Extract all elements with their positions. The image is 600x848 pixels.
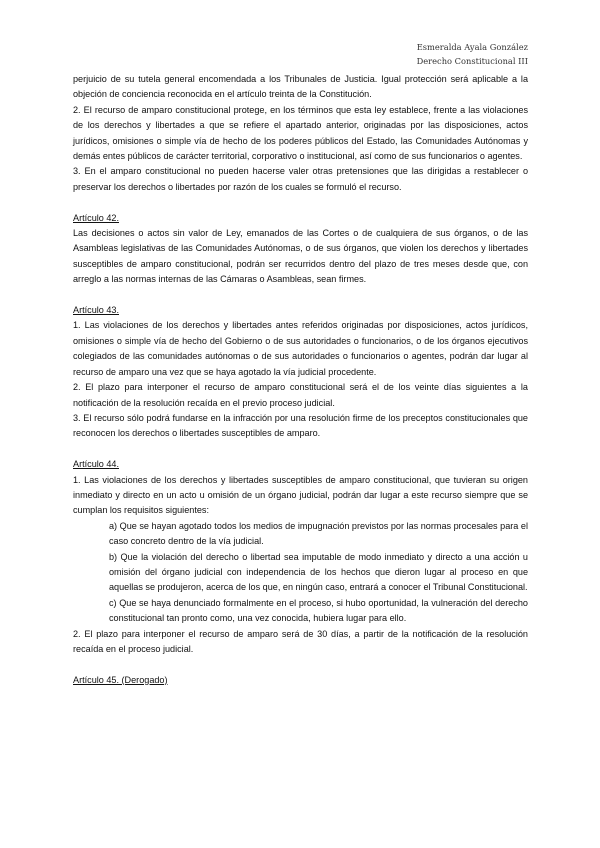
article-45-heading: Artículo 45. (Derogado) [73, 674, 168, 685]
paragraph: 1. Las violaciones de los derechos y libertades susceptibles de amparo constitucional, que tuvieran su origen inmediato y directo en un acto u omisión de un órgano judicial, podrán dar lugar a este recurso siempre que se cumplan los requisitos siguientes: [73, 474, 528, 516]
article-42-heading: Artículo 42. [73, 212, 119, 223]
list-item: c) Que se haya denunciado formalmente en el proceso, si hubo oportunidad, la vulneración del derecho constitucional tan pronto como, una vez conocida, hubiera lugar para ello. [109, 597, 528, 624]
header-course: Derecho Constitucional III [416, 56, 528, 66]
list-item: a) Que se hayan agotado todos los medios de impugnación previstos por las normas procesales para el caso concreto dentro de la vía judicial. [109, 520, 528, 547]
document-body [73, 72, 528, 688]
paragraph: 2. El plazo para interponer el recurso de amparo constitucional será el de los veinte días siguientes a la notificación de la resolución recaída en el previo proceso judicial. [73, 382, 528, 408]
page-header [417, 40, 528, 68]
article-44-heading: Artículo 44. [73, 459, 119, 470]
paragraph: 2. El recurso de amparo constitucional protege, en los términos que esta ley establece, frente a las violaciones de los derechos y libertades a que se refiere el apartado anterior, originadas por las disposiciones, actos jurídicos, omisiones o simple vía de hecho de los poderes públicos del Estado, las Comunidades Autónomas y demás entes públicos de carácter territorial, corporativo o institucional, así como de sus funcionarios o agentes. [73, 104, 528, 162]
paragraph: 2. El plazo para interponer el recurso de amparo será de 30 días, a partir de la notificación de la resolución recaída en el proceso judicial. [73, 628, 528, 654]
paragraph: perjuicio de su tutela general encomendada a los Tribunales de Justicia. Igual protección será aplicable a la objeción de conciencia reconocida en el artículo treinta de la Constitución. [73, 74, 528, 100]
paragraph: Las decisiones o actos sin valor de Ley, emanados de las Cortes o de cualquiera de sus órganos, o de las Asambleas legislativas de las Comunidades Autónomas, o de sus órganos, que violen los derechos y libertades susceptibles de amparo constitucional, podrán ser recurridos dentro del plazo de tres meses desde que, con arreglo a las normas internas de las Cámaras o Asambleas, sean firmes. [73, 228, 528, 285]
paragraph: 3. En el amparo constitucional no pueden hacerse valer otras pretensiones que las dirigidas a restablecer o preservar los derechos o libertades por razón de los cuales se formuló el recurso. [73, 166, 528, 192]
header-author: Esmeralda Ayala González [416, 42, 528, 52]
list-item: b) Que la violación del derecho o libertad sea imputable de modo inmediato y directo a una acción u omisión del órgano judicial con independencia de los hechos que dieron lugar al proceso en que aquellas se produjeron, acerca de los que, en ningún caso, entrará a conocer el Tribunal Constitucional. [109, 551, 528, 593]
paragraph: 3. El recurso sólo podrá fundarse en la infracción por una resolución firme de los preceptos constitucionales que reconocen los derechos o libertades susceptibles de amparo. [73, 412, 528, 439]
article-43-heading: Artículo 43. [73, 305, 119, 316]
paragraph: 1. Las violaciones de los derechos y libertades antes referidos originadas por disposiciones, actos jurídicos, omisiones o simple vía de hecho del Gobierno o de sus autoridades o funcionarios, o de los órganos ejecutivos colegiados de las comunidades autónomas o de sus autoridades o funcionarios o agentes, podrán dar lugar al recurso de amparo una vez que se haya agotado la vía judicial procedente. [73, 320, 528, 377]
